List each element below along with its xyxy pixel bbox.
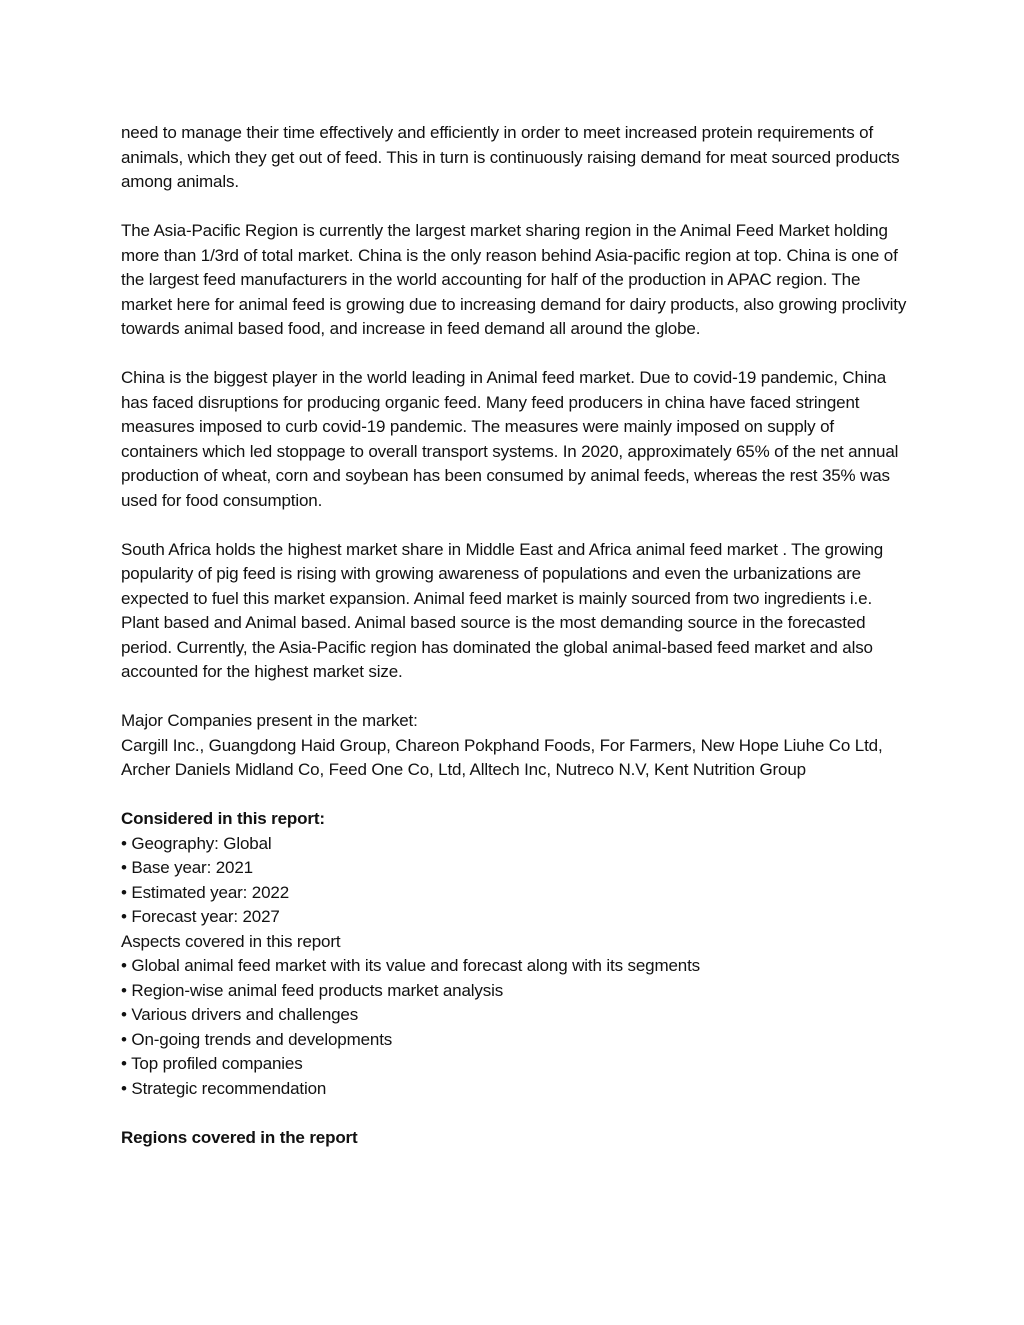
paragraph-protein-demand: need to manage their time effectively and efficiently in order to meet increased protein requirements of animals, which they get out of feed. This in turn is continuously raising demand for meat sourced products among animals. bbox=[121, 123, 900, 191]
paragraph-south-africa: South Africa holds the highest market share in Middle East and Africa animal feed market . The growing popularity of pig feed is rising with growing awareness of populations and even the urbanizations are expected to fuel this market expansion. Animal feed market is mainly sourced from two ingredients i.e. Plant based and Animal based. Animal based source is the most demanding source in the forecasted period. Currently, the Asia-Pacific region has dominated the global animal-based feed market and also accounted for the highest market size. bbox=[121, 539, 884, 681]
list-item: • Base year: 2021 bbox=[121, 858, 253, 877]
paragraph-china-covid: China is the biggest player in the world leading in Animal feed market. Due to covid-19 pandemic, China has faced disruptions for producing organic feed. Many feed producers in china have faced stringent measures imposed to curb covid-19 pandemic. The measures were mainly imposed on supply of containers which led stoppage to overall transport systems. In 2020, approximately 65% of the net annual production of wheat, corn and soybean has been consumed by animal feeds, whereas the rest 35% was used for food consumption. bbox=[121, 368, 899, 510]
list-item: • On-going trends and developments bbox=[121, 1029, 393, 1049]
companies-list: Cargill Inc., Guangdong Haid Group, Chareon Pokphand Foods, For Farmers, New Hope Liuhe Co Ltd, Archer Daniels Midland Co, Feed One Co, Ltd, Alltech Inc, Nutreco N.V, Kent Nutrition Group bbox=[121, 735, 883, 779]
considered-section bbox=[121, 807, 911, 1101]
list-item: • Forecast year: 2027 bbox=[121, 907, 280, 926]
list-item: • Top profiled companies bbox=[121, 1054, 303, 1073]
aspects-list bbox=[121, 954, 911, 1101]
considered-list bbox=[121, 832, 911, 930]
considered-heading: Considered in this report: bbox=[121, 809, 325, 828]
section-spacer bbox=[121, 1101, 911, 1126]
companies-section bbox=[121, 709, 911, 783]
list-item: • Strategic recommendation bbox=[121, 1078, 327, 1098]
regions-heading: Regions covered in the report bbox=[121, 1127, 358, 1147]
list-item: • Geography: Global bbox=[121, 833, 272, 853]
paragraph-asia-pacific: The Asia-Pacific Region is currently the largest market sharing region in the Animal Feed Market holding more than 1/3rd of total market. China is the only reason behind Asia-pacific region at top. China is one of the largest feed manufacturers in the world accounting for half of the production in APAC region. The market here for animal feed is growing due to increasing demand for dairy products, also growing proclivity towards animal based food, and increase in feed demand all around the globe. bbox=[121, 221, 907, 338]
aspects-label: Aspects covered in this report bbox=[121, 931, 341, 951]
list-item: • Estimated year: 2022 bbox=[121, 882, 290, 902]
list-item: • Region-wise animal feed products market analysis bbox=[121, 980, 504, 1000]
list-item: • Various drivers and challenges bbox=[121, 1005, 359, 1024]
document-page bbox=[121, 121, 911, 1150]
list-item: • Global animal feed market with its value and forecast along with its segments bbox=[121, 956, 701, 975]
companies-label: Major Companies present in the market: bbox=[121, 711, 418, 730]
